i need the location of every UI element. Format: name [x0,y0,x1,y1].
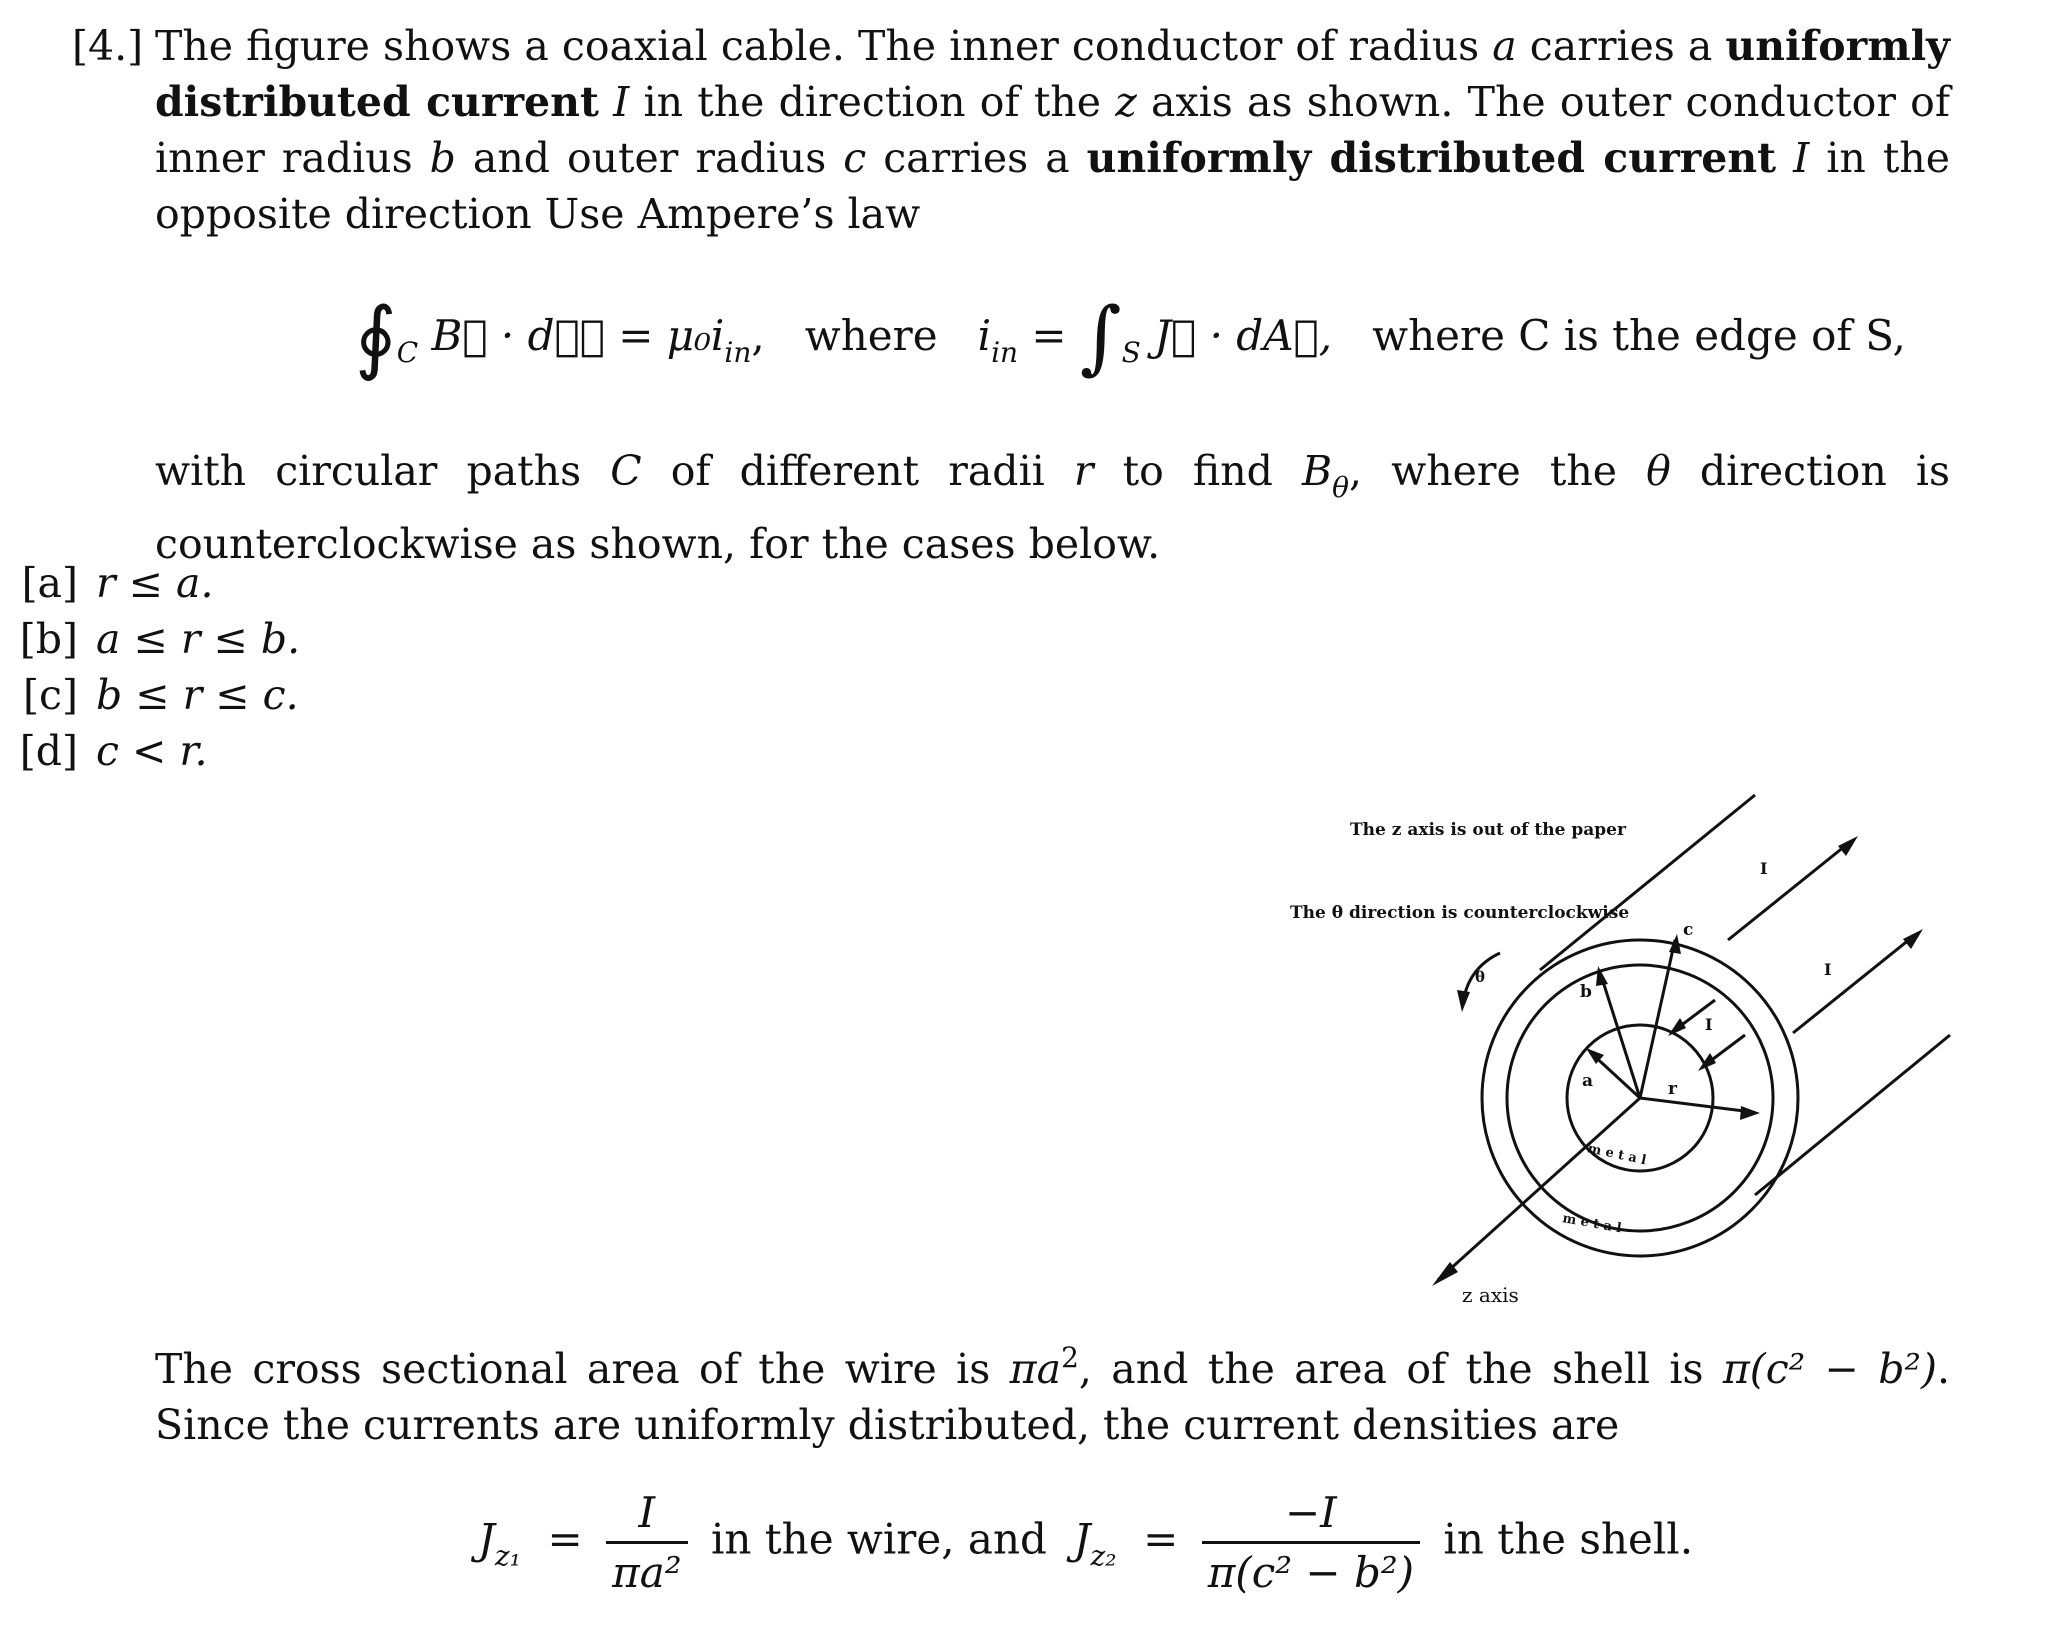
inner-current-arrow-1-head [1668,1018,1686,1036]
case-d: [d] c < r. [19,727,208,775]
label-metal-outer: m e t a l [1561,1211,1623,1237]
label-I-top: I [1760,859,1768,878]
note-theta-counterclockwise: The θ direction is counterclockwise [1290,903,1630,923]
current-density-equation: $J_{z_1}$ = $\frac{I}{\text{πa²}}$ in the wire, and $J_{z_2}$ = $\frac{-I}{\text{π(c² − b²)}}$ in the shell. [478,1488,1694,1597]
cable-outline-bottom [1755,1035,1950,1195]
theta-arc-arrowhead [1457,990,1470,1012]
label-metal-inner: m e t a l [1586,1141,1648,1169]
wire-density-fraction: $\frac{I}{\text{πa²}}$ [606,1488,687,1597]
note-z-axis-out-of-paper: The z axis is out of the paper [1350,820,1626,840]
solution-paragraph: The cross sectional area of the wire is $\pi a^2$, and the area of the shell is π(c² − b²). Since the currents are uniformly distributed, the current densities are [155,1341,1950,1449]
current-arrow-top-head [1838,836,1858,856]
label-z-axis: z axis [1462,1283,1519,1307]
current-arrow-top [1728,842,1850,940]
current-arrow-mid-head [1903,929,1923,949]
case-c: [c] b ≤ r ≤ c. [23,671,299,719]
label-c: c [1683,920,1694,940]
problem-number: [4.] [72,22,144,70]
problem-followup: with circular paths C of different radii r to find $B_\theta$, where the θ direction is counterclockwise as shown, for the cases below. [155,447,1951,568]
label-b: b [1580,982,1592,1002]
radius-r-line [1640,1098,1752,1112]
label-I-mid: I [1824,960,1832,979]
label-theta: θ [1475,968,1486,986]
radius-r-arrowhead [1740,1106,1760,1120]
shell-density-fraction: $\frac{-I}{\text{π(c² − b²)}}$ [1202,1488,1420,1597]
ampere-law-equation: $∮_C$ B⃗ · dℓ⃗ = $\mu_0i_{in}$, where $i_{in} = \int_S$ J⃗ · dA⃗, where C is the edge of S, [355,290,1906,383]
problem-intro: The figure shows a coaxial cable. The inner conductor of radius a carries a uniformly distributed current I in the direction of the z axis as shown. The outer conductor of inner radius b and outer radius c carries a uniformly distributed current I in the opposite direction Use Ampere’s law [155,22,1950,238]
current-arrow-mid [1793,935,1915,1033]
label-r: r [1668,1079,1677,1099]
case-b: [b] a ≤ r ≤ b. [19,615,301,663]
label-a: a [1582,1071,1594,1091]
label-I-inner: I [1705,1015,1713,1034]
case-a: [a] r ≤ a. [21,559,214,607]
